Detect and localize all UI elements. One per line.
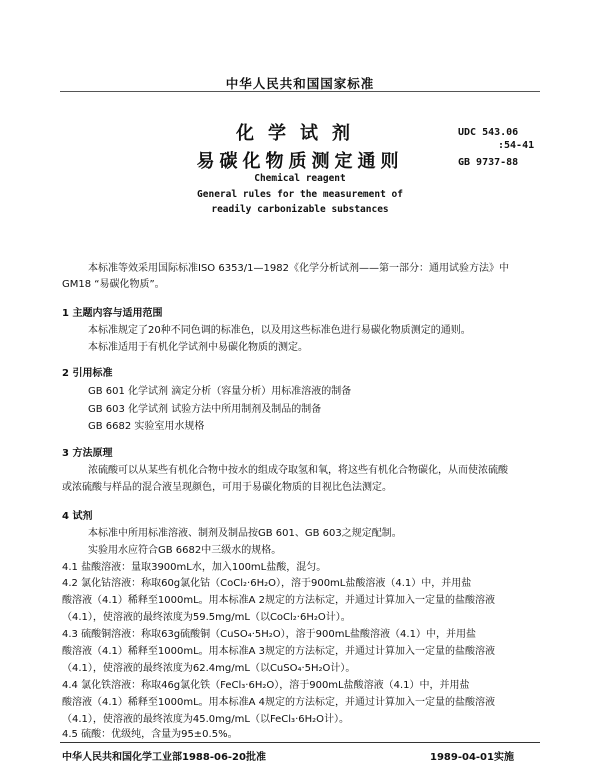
header-divider	[60, 91, 540, 92]
item-4-3-line2: 酸溶液（4.1）稀释至1000mL。用本标准A 3规定的方法标定，并通过计算加入一定量的盐酸溶液	[62, 646, 496, 657]
item-4-1: 4.1 盐酸溶液：量取3900mL水，加入100mL盐酸，混匀。	[62, 562, 327, 573]
item-4-2-line1: 4.2 氯化钴溶液：称取60g氯化钴（CoCl₂·6H₂O），溶于900mL盐酸溶液（4.1）中，并用盐	[62, 578, 472, 589]
item-4-4-line1: 4.4 氯化铁溶液：称取46g氯化铁（FeCl₃·6H₂O），溶于900mL盐酸溶液（4.1）中，并用盐	[62, 680, 470, 691]
section-1-line2: 本标准适用于有机化学试剂中易碳化物质的测定。	[88, 342, 308, 353]
doc-title-line1: 化学试剂	[236, 123, 364, 144]
section-4-line2: 实验用水应符合GB 6682中三级水的规格。	[88, 545, 282, 556]
reference-gb601: GB 601 化学试剂 滴定分析（容量分析）用标准溶液的制备	[88, 386, 352, 397]
section-4-heading: 4 试剂	[62, 511, 93, 522]
doc-title-line2: 易碳化物质测定通则	[196, 151, 404, 172]
footer-divider	[60, 742, 540, 743]
effective-date: 1989-04-01实施	[430, 752, 514, 763]
section-3-line1: 浓硫酸可以从某些有机化合物中按水的组成夺取氢和氧，将这些有机化合物碳化，从而使浓硫酸	[88, 465, 508, 476]
gb-code: GB 9737-88	[458, 157, 519, 168]
reference-gb6682: GB 6682 实验室用水规格	[88, 421, 205, 432]
english-title-line1: Chemical reagent	[254, 173, 346, 184]
section-3-heading: 3 方法原理	[62, 448, 113, 459]
item-4-2-line3: （4.1），使溶液的最终浓度为59.5mg/mL（以CoCl₂·6H₂O计）。	[62, 612, 351, 623]
intro-line1: 本标准等效采用国际标准ISO 6353/1—1982《化学分析试剂——第一部分：通用试验方法》中	[88, 263, 509, 274]
section-1-heading: 1 主题内容与适用范围	[62, 308, 163, 319]
section-4-line1: 本标准中所用标准溶液、制剂及制品按GB 601、GB 603之规定配制。	[88, 528, 402, 539]
english-title-line2: General rules for the measurement of	[197, 189, 403, 200]
english-title-line3: readily carbonizable substances	[211, 204, 389, 215]
udc-code-line1: UDC 543.06	[458, 127, 519, 138]
intro-line2: GM18 “易碳化物质”。	[62, 279, 165, 290]
item-4-3-line3: （4.1），使溶液的最终浓度为62.4mg/mL（以CuSO₄·5H₂O计）。	[62, 663, 356, 674]
section-2-heading: 2 引用标准	[62, 368, 113, 379]
udc-code	[458, 126, 534, 152]
udc-code-line2: :54-41	[498, 140, 535, 151]
item-4-4-line2: 酸溶液（4.1）稀释至1000mL。用本标准A 4规定的方法标定，并通过计算加入一定量的盐酸溶液	[62, 697, 496, 708]
standard-header: 中华人民共和国国家标准	[225, 76, 375, 91]
item-4-4-line3: （4.1），使溶液的最终浓度为45.0mg/mL（以FeCl₃·6H₂O计）。	[62, 714, 350, 725]
section-1-line1: 本标准规定了20种不同色调的标准色，以及用这些标准色进行易碳化物质测定的通则。	[88, 325, 471, 336]
item-4-2-line2: 酸溶液（4.1）稀释至1000mL。用本标准A 2规定的方法标定，并通过计算加入一定量的盐酸溶液	[62, 595, 496, 606]
item-4-3-line1: 4.3 硫酸铜溶液：称取63g硫酸铜（CuSO₄·5H₂O），溶于900mL盐酸溶液（4.1）中，并用盐	[62, 629, 476, 640]
approval-date: 中华人民共和国化学工业部1988-06-20批准	[62, 752, 266, 763]
section-3-line2: 或浓硫酸与样品的混合液呈现颜色，可用于易碳化物质的目视比色法测定。	[62, 482, 392, 493]
reference-gb603: GB 603 化学试剂 试验方法中所用制剂及制品的制备	[88, 404, 322, 415]
item-4-5: 4.5 硫酸：优级纯，含量为95±0.5%。	[62, 729, 238, 740]
